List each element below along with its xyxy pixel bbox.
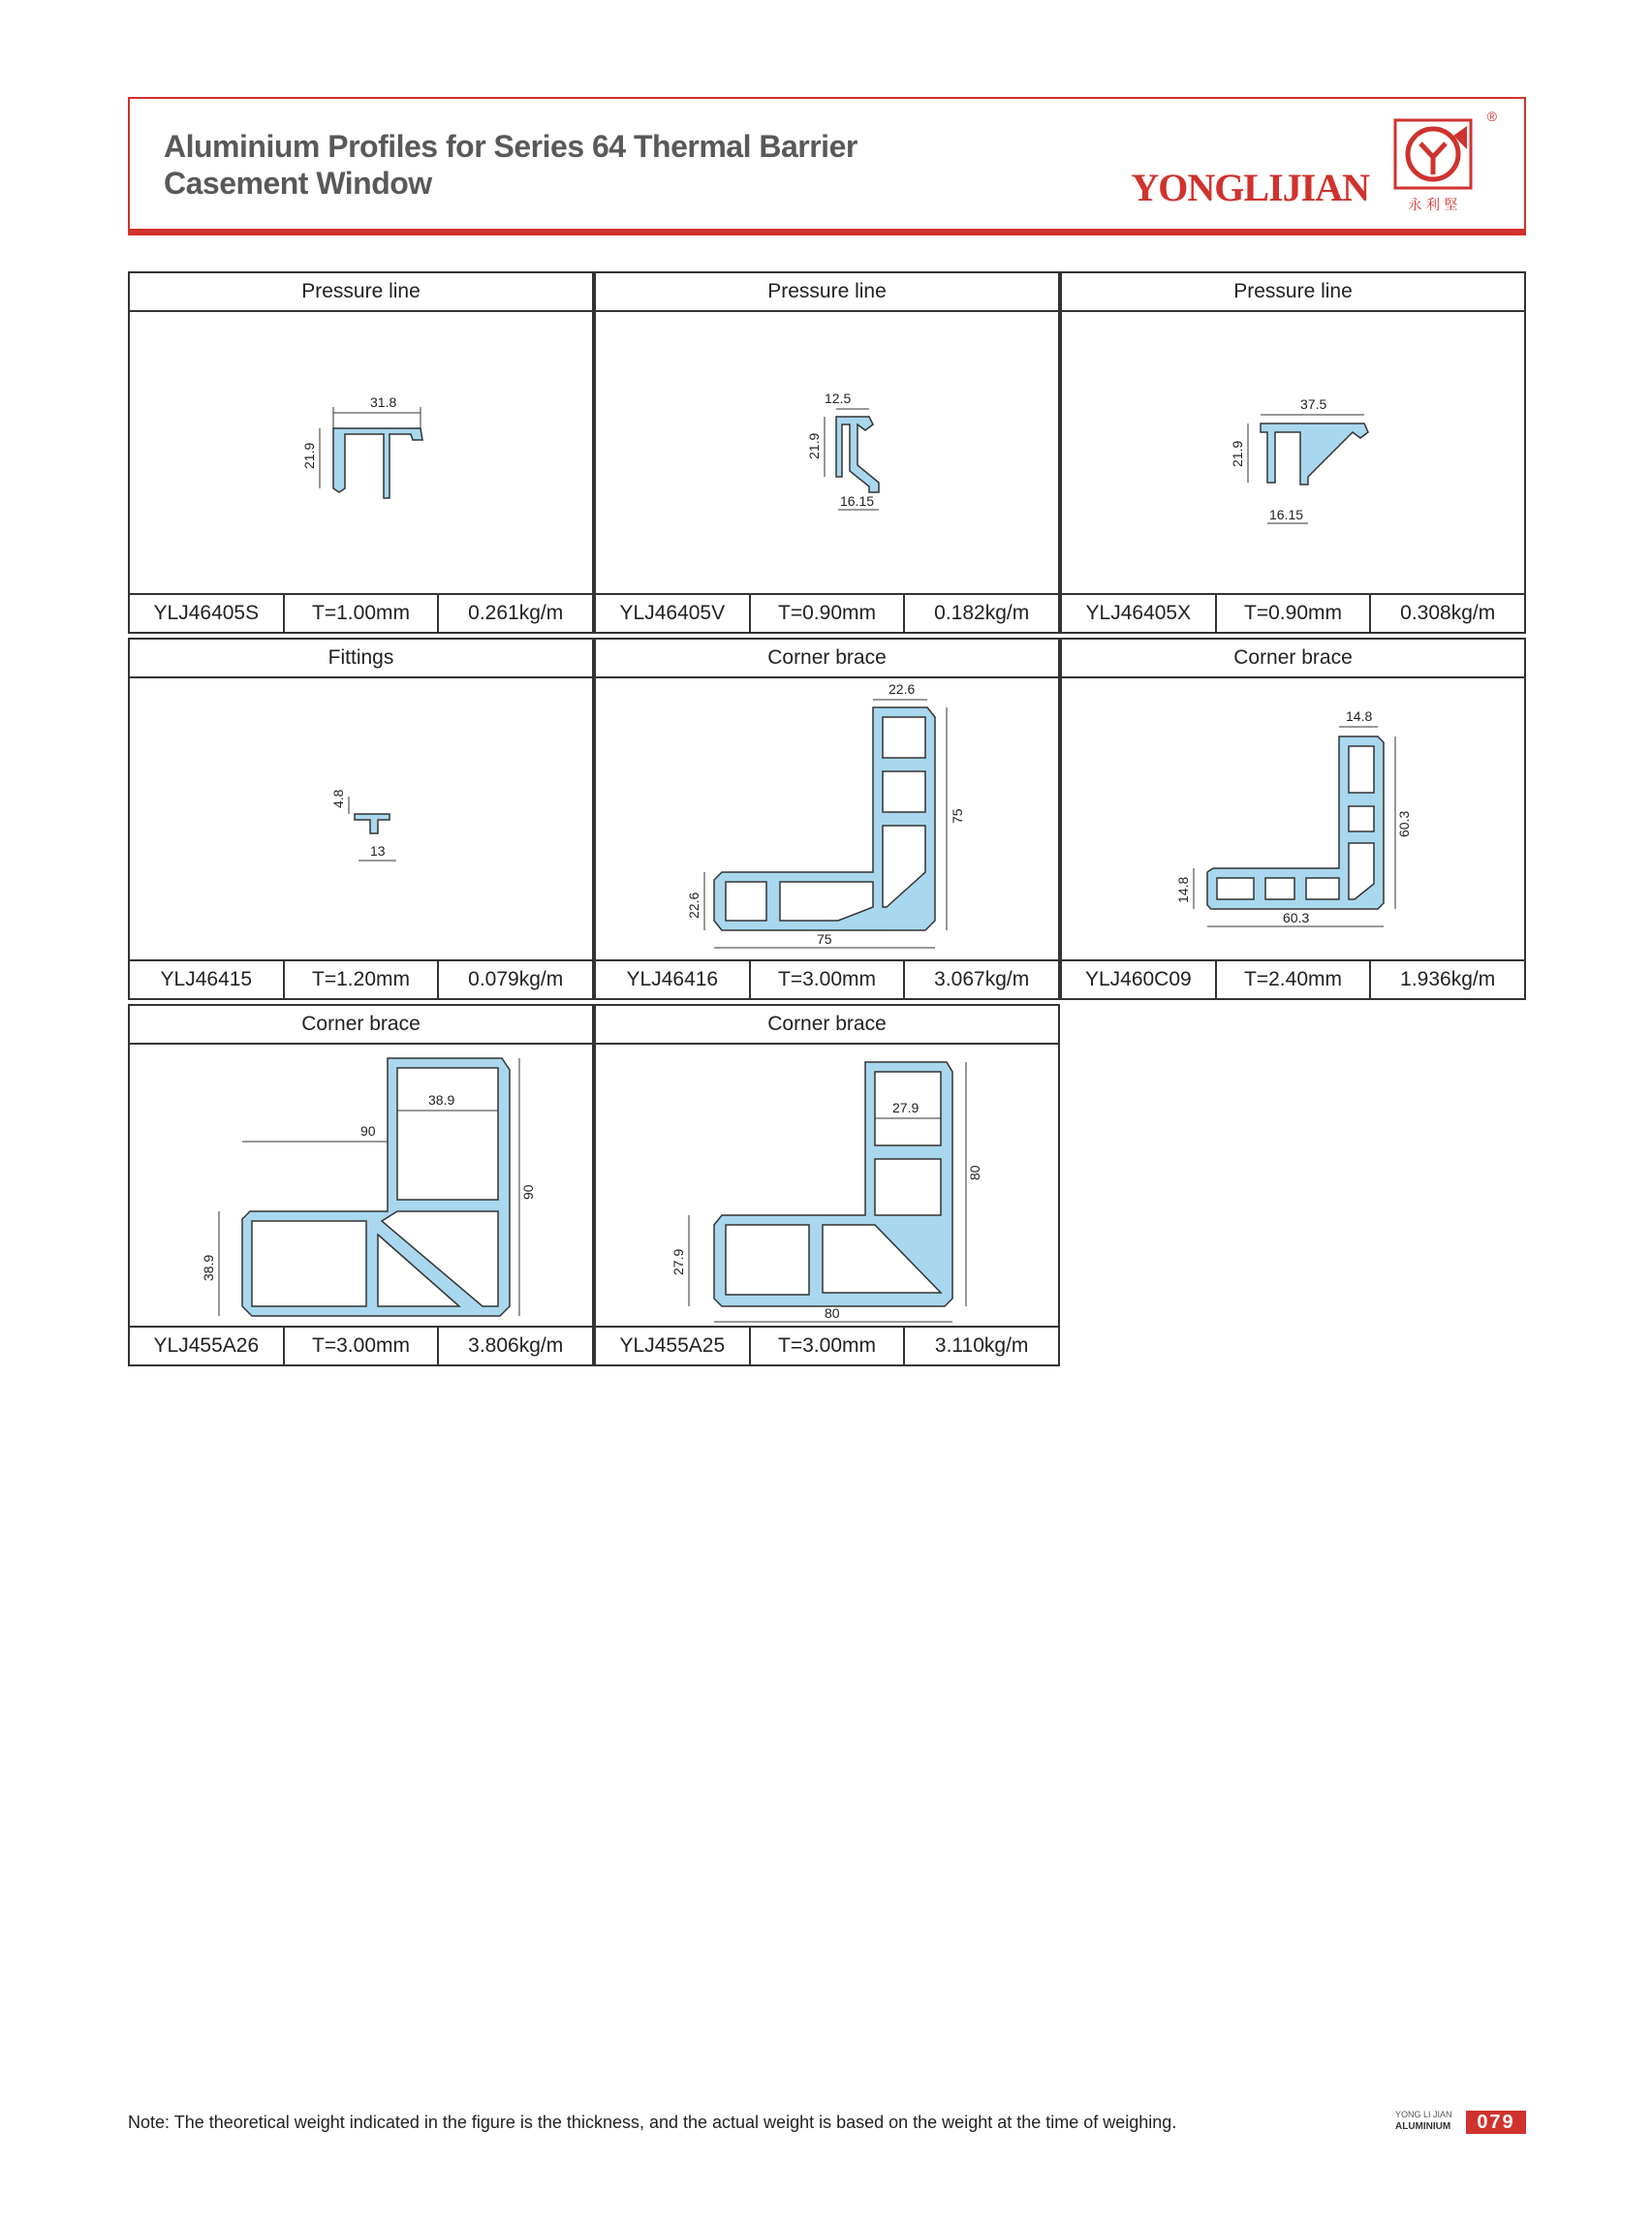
profile-card xyxy=(1060,638,1526,1000)
profile-specs xyxy=(596,593,1058,632)
profile-card xyxy=(128,1004,594,1366)
dim-label: 4.8 xyxy=(330,789,346,808)
profile-drawing xyxy=(1062,678,1524,959)
profile-specs xyxy=(130,1326,592,1364)
dim-label: 60.3 xyxy=(1396,810,1412,837)
profile-name: Fittings xyxy=(130,640,592,678)
profile-weight: 3.806kg/m xyxy=(468,1334,564,1357)
page-number: 079 xyxy=(1466,2111,1526,2134)
dim-label: 21.9 xyxy=(301,442,317,469)
profile-weight: 3.067kg/m xyxy=(934,968,1030,990)
dim-label: 90 xyxy=(520,1184,536,1200)
profile-name: Corner brace xyxy=(130,1006,592,1045)
registered-mark: ® xyxy=(1486,109,1497,124)
profile-specs xyxy=(1062,593,1524,632)
page-title xyxy=(164,128,857,202)
profile-code: YLJ46415 xyxy=(130,961,285,998)
footer-brand: YONG LI JIAN xyxy=(1395,2110,1452,2119)
profile-weight: 1.936kg/m xyxy=(1400,968,1496,990)
profile-specs xyxy=(130,593,592,632)
profile-card xyxy=(128,271,594,634)
dim-label: 75 xyxy=(950,808,965,824)
profile-name: Pressure line xyxy=(596,273,1058,312)
profile-drawing xyxy=(596,678,1058,959)
profile-name: Corner brace xyxy=(596,1006,1058,1045)
profile-code: YLJ460C09 xyxy=(1062,961,1217,998)
dim-label: 14.8 xyxy=(1346,708,1373,724)
profile-code: YLJ46405X xyxy=(1062,595,1217,632)
profile-weight: 0.308kg/m xyxy=(1400,602,1496,624)
dim-label: 21.9 xyxy=(806,432,822,459)
dim-label: 16.15 xyxy=(840,493,875,509)
profile-specs xyxy=(596,1326,1058,1364)
profile-section-icon xyxy=(1062,312,1524,593)
dim-label: 80 xyxy=(825,1305,840,1321)
profile-thickness: T=1.20mm xyxy=(285,961,440,998)
footer-note: Note: The theoretical weight indicated in the figure is the thickness, and the actual weight is based on the weight at the time of weighing. xyxy=(128,2113,1177,2132)
profile-name: Pressure line xyxy=(130,273,592,312)
profile-code: YLJ46405V xyxy=(596,595,751,632)
dim-label: 21.9 xyxy=(1230,440,1245,467)
brand-logo-icon xyxy=(1391,116,1481,218)
profile-name: Corner brace xyxy=(1062,640,1524,678)
profile-code: YLJ455A26 xyxy=(130,1328,285,1364)
profile-card xyxy=(1060,271,1526,634)
profile-section-icon xyxy=(130,1045,592,1326)
profile-section-icon xyxy=(130,678,592,959)
profile-code: YLJ46405S xyxy=(130,595,285,632)
profile-code: YLJ46416 xyxy=(596,961,751,998)
title-line-1: Aluminium Profiles for Series 64 Thermal Barrier xyxy=(164,129,857,164)
profile-drawing xyxy=(1062,312,1524,593)
profile-drawing xyxy=(130,678,592,959)
dim-label: 75 xyxy=(817,931,832,947)
page-header xyxy=(128,97,1526,233)
profile-weight: 3.110kg/m xyxy=(934,1334,1029,1357)
profile-drawing xyxy=(130,1045,592,1326)
profile-thickness: T=3.00mm xyxy=(751,1328,906,1364)
profile-thickness: T=2.40mm xyxy=(1217,961,1372,998)
profile-specs xyxy=(1062,959,1524,998)
profile-specs xyxy=(596,959,1058,998)
dim-label: 80 xyxy=(967,1165,982,1180)
dim-label: 14.8 xyxy=(1175,876,1191,903)
profile-card xyxy=(128,638,594,1000)
profile-code: YLJ455A25 xyxy=(596,1328,751,1364)
dim-label: 38.9 xyxy=(428,1092,455,1108)
dim-label: 90 xyxy=(360,1123,376,1139)
profile-drawing xyxy=(596,312,1058,593)
profile-drawing xyxy=(130,312,592,593)
logo-subtitle: 永 利 堅 xyxy=(1408,198,1458,213)
dim-label: 12.5 xyxy=(825,391,852,406)
dim-label: 27.9 xyxy=(670,1248,686,1275)
profile-name: Corner brace xyxy=(596,640,1058,678)
dim-label: 22.6 xyxy=(888,681,916,697)
profile-thickness: T=0.90mm xyxy=(1217,595,1372,632)
dim-label: 60.3 xyxy=(1283,910,1310,925)
profile-specs xyxy=(130,959,592,998)
profile-drawing xyxy=(596,1045,1058,1326)
profile-card xyxy=(594,638,1060,1000)
dim-label: 38.9 xyxy=(201,1254,216,1281)
profile-weight: 0.079kg/m xyxy=(468,968,564,990)
dim-label: 27.9 xyxy=(892,1100,920,1115)
profile-section-icon xyxy=(596,312,1058,593)
profile-section-icon xyxy=(596,1045,1058,1326)
page-number-block xyxy=(1395,2108,1526,2137)
profile-card xyxy=(594,271,1060,634)
dim-label: 16.15 xyxy=(1269,507,1304,522)
profile-card xyxy=(594,1004,1060,1366)
profile-name: Pressure line xyxy=(1062,273,1524,312)
header-rule xyxy=(128,229,1526,235)
dim-label: 13 xyxy=(370,843,386,859)
profile-thickness: T=0.90mm xyxy=(751,595,906,632)
profile-thickness: T=1.00mm xyxy=(285,595,440,632)
dim-label: 31.8 xyxy=(370,394,397,410)
profile-section-icon xyxy=(1062,678,1524,959)
profile-weight: 0.261kg/m xyxy=(468,602,564,624)
profile-section-icon xyxy=(596,678,1058,959)
profile-thickness: T=3.00mm xyxy=(751,961,906,998)
footer-brand-aluminium: ALUMINIUM xyxy=(1395,2121,1451,2132)
profile-thickness: T=3.00mm xyxy=(285,1328,440,1364)
profile-weight: 0.182kg/m xyxy=(934,602,1030,624)
title-line-2: Casement Window xyxy=(164,166,432,201)
dim-label: 22.6 xyxy=(686,892,701,919)
brand-name: YONGLIJIAN xyxy=(1131,166,1369,209)
dim-label: 37.5 xyxy=(1300,396,1327,412)
profile-section-icon xyxy=(130,312,592,593)
